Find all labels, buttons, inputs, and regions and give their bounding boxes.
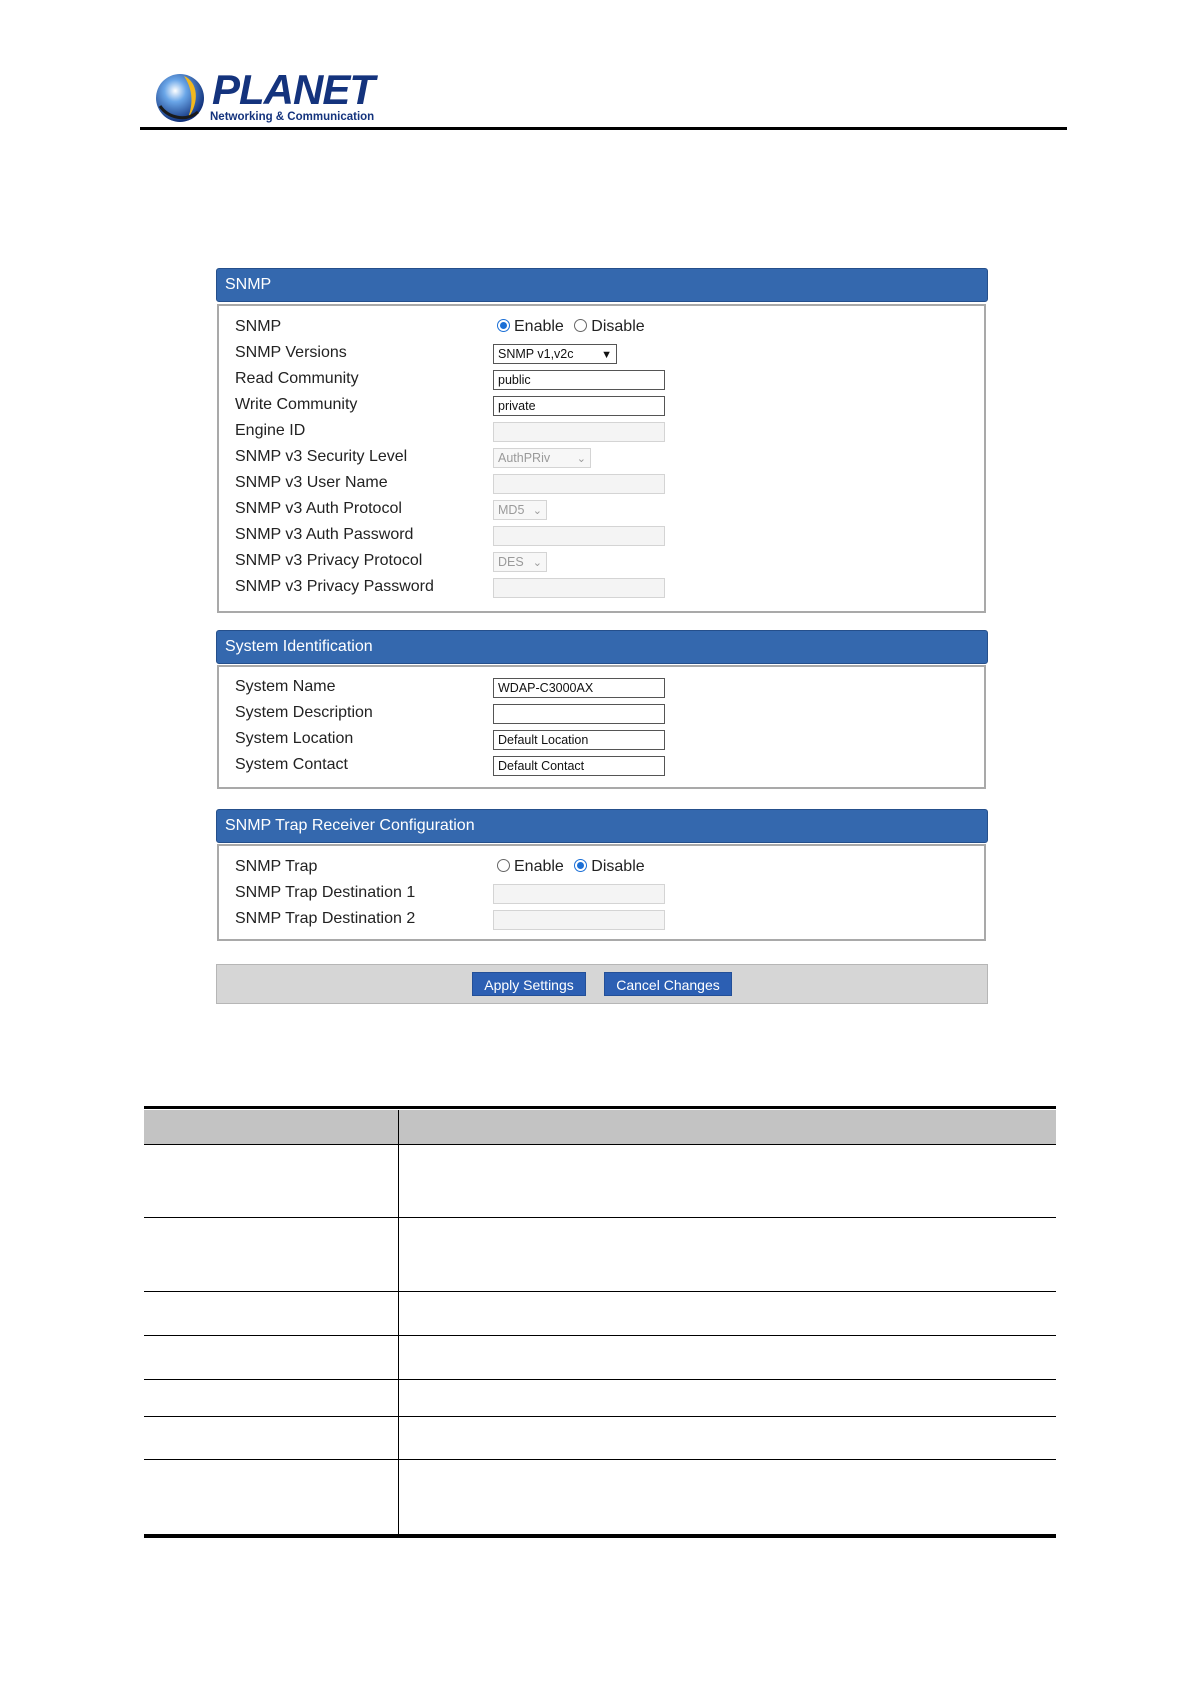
privacy-protocol-row <box>235 549 975 573</box>
auth-protocol-row <box>235 497 975 521</box>
write-community-label: Write Community <box>235 396 358 413</box>
read-community-row <box>235 367 975 391</box>
chevron-down-icon: ⌄ <box>576 453 586 465</box>
snmp-trap-disable-radio[interactable] <box>574 859 587 872</box>
auth-protocol-select[interactable] <box>493 500 547 520</box>
engine-id-row <box>235 419 975 443</box>
snmp-trap-row <box>235 855 975 879</box>
security-level-value: AuthPRiv <box>498 451 551 465</box>
trap-destination-2-input[interactable] <box>493 910 665 930</box>
snmp-label: SNMP <box>235 318 282 335</box>
chevron-down-icon: ⌄ <box>532 505 542 517</box>
system-name-label: System Name <box>235 678 336 695</box>
snmp-radio-group <box>497 315 651 339</box>
v3-user-name-row <box>235 471 975 495</box>
write-community-input[interactable]: private <box>493 396 665 416</box>
system-contact-label: System Contact <box>235 756 348 773</box>
trap-destination-2-row <box>235 907 975 931</box>
system-name-input[interactable]: WDAP-C3000AX <box>493 678 665 698</box>
snmp-versions-value: SNMP v1,v2c <box>498 347 574 361</box>
action-bar <box>216 964 988 1004</box>
chevron-down-icon: ▼ <box>601 349 612 361</box>
trap-destination-2-label: SNMP Trap Destination 2 <box>235 910 416 927</box>
snmp-versions-row <box>235 341 975 365</box>
trap-panel-title: SNMP Trap Receiver Configuration <box>216 809 988 843</box>
engine-id-label: Engine ID <box>235 422 306 439</box>
v3-user-name-label: SNMP v3 User Name <box>235 474 388 491</box>
auth-password-row <box>235 523 975 547</box>
privacy-password-input[interactable] <box>493 578 665 598</box>
header-divider <box>140 127 1067 130</box>
privacy-password-label: SNMP v3 Privacy Password <box>235 578 434 595</box>
snmp-panel-body <box>217 304 986 613</box>
brand-tagline: Networking & Communication <box>210 111 375 123</box>
snmp-trap-enable-radio[interactable] <box>497 859 510 872</box>
cancel-changes-button[interactable]: Cancel Changes <box>604 972 732 996</box>
system-location-input[interactable]: Default Location <box>493 730 665 750</box>
brand-name: PLANET <box>212 66 374 113</box>
system-description-row <box>235 701 975 725</box>
system-name-row <box>235 675 975 699</box>
table-row-divider <box>144 1459 1056 1460</box>
auth-password-input[interactable] <box>493 526 665 546</box>
auth-protocol-value: MD5 <box>498 503 525 517</box>
auth-protocol-label: SNMP v3 Auth Protocol <box>235 500 402 517</box>
snmp-trap-enable-label: Enable <box>514 858 564 875</box>
sysid-panel-body <box>217 665 986 789</box>
privacy-protocol-label: SNMP v3 Privacy Protocol <box>235 552 423 569</box>
table-row-divider <box>144 1335 1056 1336</box>
system-description-label: System Description <box>235 704 373 721</box>
trap-destination-1-input[interactable] <box>493 884 665 904</box>
chevron-down-icon: ⌄ <box>532 557 542 569</box>
engine-id-input[interactable] <box>493 422 665 442</box>
table-row-divider <box>144 1416 1056 1417</box>
planet-logo <box>150 66 375 130</box>
trap-destination-1-row <box>235 881 975 905</box>
privacy-password-row <box>235 575 975 599</box>
system-location-label: System Location <box>235 730 354 747</box>
snmp-trap-label: SNMP Trap <box>235 858 318 875</box>
trap-destination-1-label: SNMP Trap Destination 1 <box>235 884 416 901</box>
system-location-row <box>235 727 975 751</box>
snmp-row <box>235 315 975 339</box>
snmp-disable-radio[interactable] <box>574 319 587 332</box>
auth-password-label: SNMP v3 Auth Password <box>235 526 414 543</box>
privacy-protocol-select[interactable] <box>493 552 547 572</box>
snmp-disable-label: Disable <box>591 318 645 335</box>
apply-settings-button[interactable]: Apply Settings <box>472 972 586 996</box>
globe-icon <box>154 72 206 124</box>
sysid-panel-title: System Identification <box>216 630 988 664</box>
trap-panel-body <box>217 844 986 941</box>
privacy-protocol-value: DES <box>498 555 524 569</box>
v3-user-name-input[interactable] <box>493 474 665 494</box>
system-contact-row <box>235 753 975 777</box>
read-community-input[interactable]: public <box>493 370 665 390</box>
snmp-panel-title: SNMP <box>216 268 988 302</box>
table-row-divider <box>144 1217 1056 1218</box>
snmp-enable-label: Enable <box>514 318 564 335</box>
snmp-enable-radio[interactable] <box>497 319 510 332</box>
read-community-label: Read Community <box>235 370 359 387</box>
snmp-versions-label: SNMP Versions <box>235 344 347 361</box>
table-row-divider <box>144 1291 1056 1292</box>
snmp-versions-select[interactable] <box>493 344 617 364</box>
table-bottom-border <box>144 1534 1056 1538</box>
snmp-trap-radio-group <box>497 855 651 879</box>
table-row-divider <box>144 1379 1056 1380</box>
table-top-border <box>144 1106 1056 1109</box>
write-community-row <box>235 393 975 417</box>
table-header <box>144 1110 1056 1145</box>
system-contact-input[interactable]: Default Contact <box>493 756 665 776</box>
snmp-trap-disable-label: Disable <box>591 858 645 875</box>
security-level-select[interactable] <box>493 448 591 468</box>
security-level-label: SNMP v3 Security Level <box>235 448 408 465</box>
system-description-input[interactable] <box>493 704 665 724</box>
security-level-row <box>235 445 975 469</box>
table-column-divider <box>398 1110 399 1534</box>
